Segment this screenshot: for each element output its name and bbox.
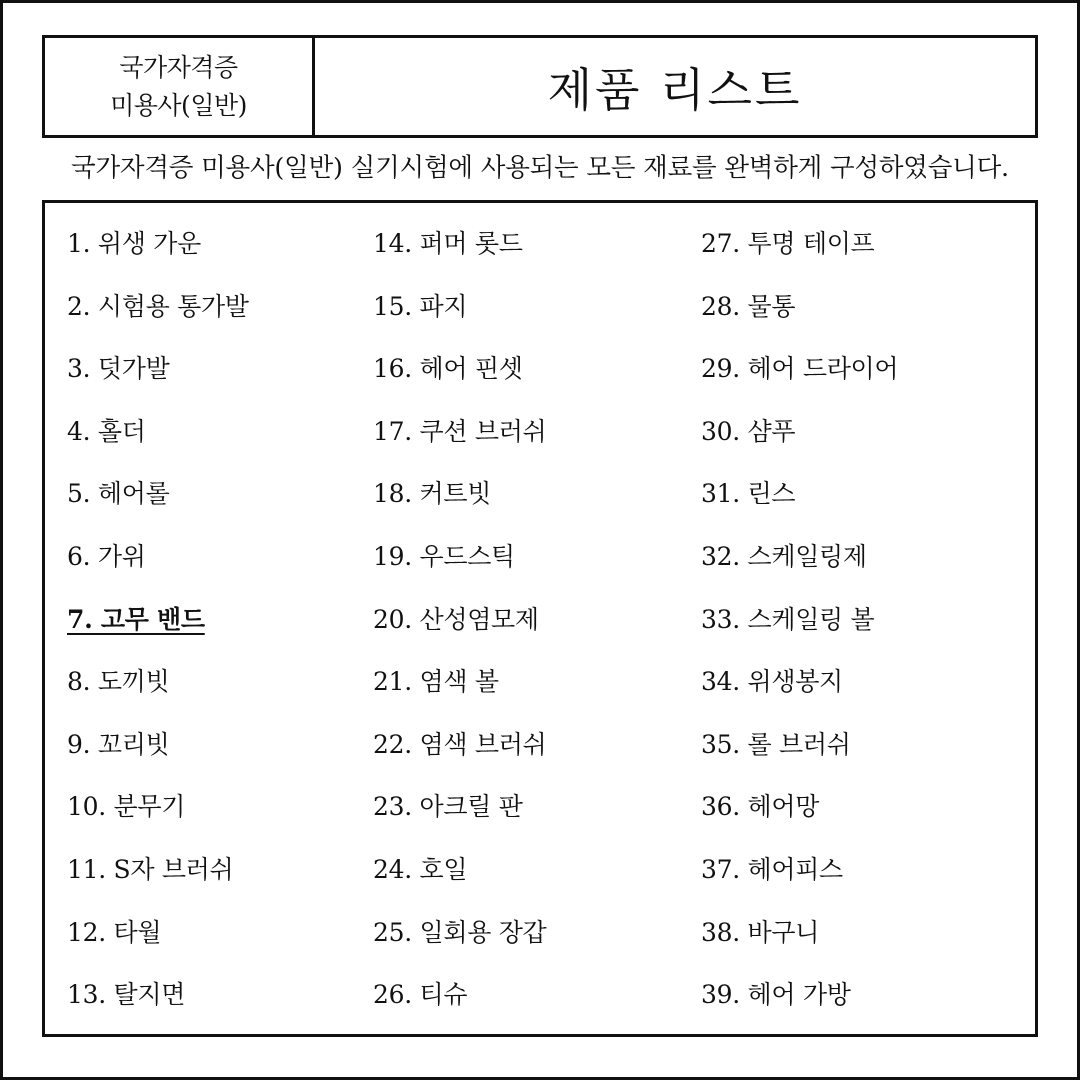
product-item: 26. 티슈 (373, 980, 468, 1010)
product-list (42, 200, 1038, 1037)
product-item: 25. 일회용 장갑 (373, 917, 547, 947)
product-item: 38. 바구니 (701, 917, 820, 947)
product-item: 20. 산성염모제 (373, 604, 539, 634)
product-item: 12. 타월 (67, 917, 162, 947)
product-item: 5. 헤어롤 (67, 479, 170, 509)
page-title: 제품 리스트 (547, 62, 803, 117)
product-item: 17. 쿠션 브러쉬 (373, 416, 547, 446)
product-item: 33. 스케일링 볼 (701, 604, 875, 634)
description: 국가자격증 미용사(일반) 실기시험에 사용되는 모든 재료를 완벽하게 구성하였습니다. (71, 153, 1009, 183)
product-item: 32. 스케일링제 (701, 541, 867, 571)
product-column-3 (701, 223, 1021, 1037)
product-item: 8. 도끼빗 (67, 667, 170, 697)
product-item: 11. S자 브러쉬 (67, 854, 234, 884)
product-item: 39. 헤어 가방 (701, 980, 851, 1010)
product-item: 35. 롤 브러쉬 (701, 729, 851, 759)
product-item: 28. 물통 (701, 291, 796, 321)
certification-label (45, 38, 315, 135)
product-item: 29. 헤어 드라이어 (701, 354, 899, 384)
product-item: 21. 염색 볼 (373, 667, 499, 697)
product-item: 1. 위생 가운 (67, 229, 201, 258)
product-item: 23. 아크릴 판 (373, 792, 523, 822)
product-item: 7. 고무 밴드 (67, 604, 205, 634)
product-item: 31. 린스 (701, 479, 796, 509)
header (42, 35, 1038, 138)
product-item: 16. 헤어 핀셋 (373, 354, 523, 384)
certification-line-1: 국가자격증 (119, 52, 238, 82)
product-item: 34. 위생봉지 (701, 667, 843, 697)
product-item: 14. 퍼머 롯드 (373, 229, 523, 258)
product-item: 10. 분무기 (67, 792, 186, 822)
product-item: 15. 파지 (373, 291, 468, 321)
product-item: 37. 헤어피스 (701, 854, 843, 884)
product-item: 30. 샴푸 (701, 416, 796, 446)
product-item: 24. 호일 (373, 854, 468, 884)
product-item: 13. 탈지면 (67, 980, 186, 1010)
product-item: 36. 헤어망 (701, 792, 820, 822)
product-item: 3. 덧가발 (67, 354, 170, 384)
product-column-2 (373, 223, 693, 1037)
product-item: 6. 가위 (67, 541, 146, 571)
product-item: 4. 홀더 (67, 416, 146, 446)
product-column-1 (67, 223, 367, 1037)
product-item: 19. 우드스틱 (373, 541, 515, 571)
product-item: 18. 커트빗 (373, 479, 492, 509)
product-item: 27. 투명 테이프 (701, 229, 875, 258)
product-item: 9. 꼬리빗 (67, 729, 170, 759)
product-item: 22. 염색 브러쉬 (373, 729, 547, 759)
product-item: 2. 시험용 통가발 (67, 291, 249, 321)
certification-line-2: 미용사(일반) (110, 90, 247, 120)
